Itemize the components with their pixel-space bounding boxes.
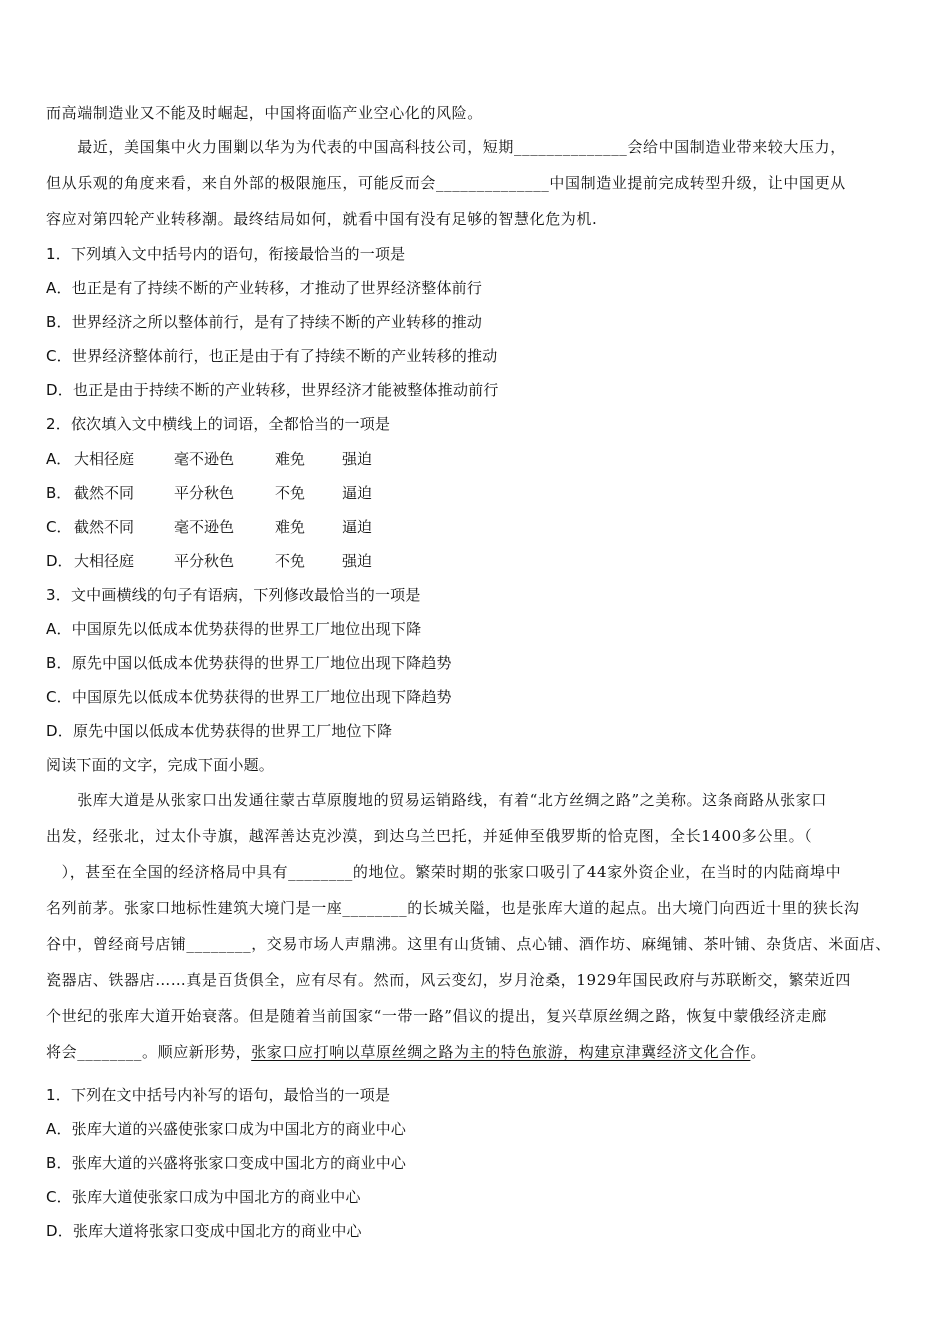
option-d[interactable]: D．原先中国以低成本优势获得的世界工厂地位下降 bbox=[46, 722, 393, 740]
passage2-line: 个世纪的张库大道开始衰落。但是随着当前国家“一带一路”倡议的提出，复兴草原丝绸之路，恢复中蒙俄经济走廊 bbox=[46, 1007, 827, 1025]
passage1-line: 容应对第四轮产业转移潮。最终结局如何，就看中国有没有足够的智慧化危为机. bbox=[46, 210, 598, 228]
option-d[interactable]: D．张库大道将张家口变成中国北方的商业中心 bbox=[46, 1222, 362, 1240]
option-letter: C． bbox=[46, 518, 72, 536]
option-b[interactable]: B．张库大道的兴盛将张家口变成中国北方的商业中心 bbox=[46, 1154, 407, 1172]
option-a[interactable] bbox=[46, 449, 372, 469]
option-b[interactable]: B．世界经济之所以整体前行，是有了持续不断的产业转移的推动 bbox=[46, 313, 483, 331]
option-word: 强迫 bbox=[342, 552, 373, 570]
option-word: 平分秋色 bbox=[174, 484, 235, 502]
option-b[interactable]: B．原先中国以低成本优势获得的世界工厂地位出现下降趋势 bbox=[46, 654, 452, 672]
question-stem: 3．文中画横线的句子有语病，下列修改最恰当的一项是 bbox=[46, 586, 421, 604]
option-word: 不免 bbox=[275, 484, 306, 502]
passage2-line bbox=[46, 1042, 766, 1062]
underlined-sentence: 张家口应打响以草原丝绸之路为主的特色旅游，构建京津冀经济文化合作 bbox=[251, 1043, 751, 1061]
option-c[interactable]: C．张库大道使张家口成为中国北方的商业中心 bbox=[46, 1188, 361, 1206]
passage2-line: ），甚至在全国的经济格局中具有________的地位。繁荣时期的张家口吸引了44家外资企业，在当时的内陆商埠中 bbox=[46, 863, 842, 881]
line-prefix: 将会________。顺应新形势， bbox=[46, 1043, 252, 1061]
section-instruction: 阅读下面的文字，完成下面小题。 bbox=[46, 756, 275, 774]
option-word: 毫不逊色 bbox=[174, 518, 235, 536]
option-letter: A． bbox=[46, 450, 72, 468]
option-a[interactable]: A．中国原先以低成本优势获得的世界工厂地位出现下降 bbox=[46, 620, 422, 638]
passage1-line: 而高端制造业又不能及时崛起，中国将面临产业空心化的风险。 bbox=[46, 104, 483, 122]
option-word: 难免 bbox=[275, 518, 306, 536]
passage1-line: 但从乐观的角度来看，来自外部的极限施压，可能反而会______________中国制造业提前完成转型升级，让中国更从 bbox=[46, 174, 846, 192]
option-b[interactable] bbox=[46, 483, 372, 503]
option-a[interactable]: A．也正是有了持续不断的产业转移，才推动了世界经济整体前行 bbox=[46, 279, 483, 297]
option-word: 截然不同 bbox=[74, 518, 135, 536]
passage2-line: 瓷器店、铁器店……真是百货俱全，应有尽有。然而，风云变幻，岁月沧桑，1929年国民政府与苏联断交，繁荣近四 bbox=[46, 971, 851, 989]
option-word: 难免 bbox=[275, 450, 306, 468]
question-stem: 2．依次填入文中横线上的词语，全都恰当的一项是 bbox=[46, 415, 391, 433]
option-word: 逼迫 bbox=[342, 484, 373, 502]
option-word: 大相径庭 bbox=[74, 552, 135, 570]
option-word: 强迫 bbox=[342, 450, 373, 468]
option-word: 平分秋色 bbox=[174, 552, 235, 570]
passage2-line: 名列前茅。张家口地标性建筑大境门是一座________的长城关隘，也是张库大道的起点。出大境门向西近十里的狭长沟 bbox=[46, 899, 860, 917]
line-suffix: 。 bbox=[750, 1043, 767, 1061]
option-word: 不免 bbox=[275, 552, 306, 570]
passage1-line: 最近，美国集中火力围剿以华为为代表的中国高科技公司，短期______________会给中国制造业带来较大压力， bbox=[46, 138, 846, 156]
passage2-line: 谷中，曾经商号店铺________，交易市场人声鼎沸。这里有山货铺、点心铺、酒作坊、麻绳铺、茶叶铺、杂货店、米面店、 bbox=[46, 935, 891, 953]
option-word: 截然不同 bbox=[74, 484, 135, 502]
question-stem: 1．下列在文中括号内补写的语句，最恰当的一项是 bbox=[46, 1086, 391, 1104]
option-c[interactable]: C．世界经济整体前行，也正是由于有了持续不断的产业转移的推动 bbox=[46, 347, 498, 365]
option-letter: D． bbox=[46, 552, 73, 570]
passage2-line: 张库大道是从张家口出发通往蒙古草原腹地的贸易运销路线，有着“北方丝绸之路”之美称。这条商路从张家口 bbox=[46, 791, 827, 809]
option-letter: B． bbox=[46, 484, 72, 502]
option-c[interactable] bbox=[46, 517, 372, 537]
passage2-line: 出发，经张北，过太仆寺旗，越浑善达克沙漠，到达乌兰巴托，并延伸至俄罗斯的恰克图，全长1400多公里。（ bbox=[46, 827, 813, 845]
option-word: 大相径庭 bbox=[74, 450, 135, 468]
option-word: 毫不逊色 bbox=[174, 450, 235, 468]
question-stem: 1．下列填入文中括号内的语句，衔接最恰当的一项是 bbox=[46, 245, 406, 263]
option-word: 逼迫 bbox=[342, 518, 373, 536]
option-c[interactable]: C．中国原先以低成本优势获得的世界工厂地位出现下降趋势 bbox=[46, 688, 452, 706]
option-d[interactable]: D．也正是由于持续不断的产业转移，世界经济才能被整体推动前行 bbox=[46, 381, 499, 399]
option-a[interactable]: A．张库大道的兴盛使张家口成为中国北方的商业中心 bbox=[46, 1120, 407, 1138]
option-d[interactable] bbox=[46, 551, 372, 571]
